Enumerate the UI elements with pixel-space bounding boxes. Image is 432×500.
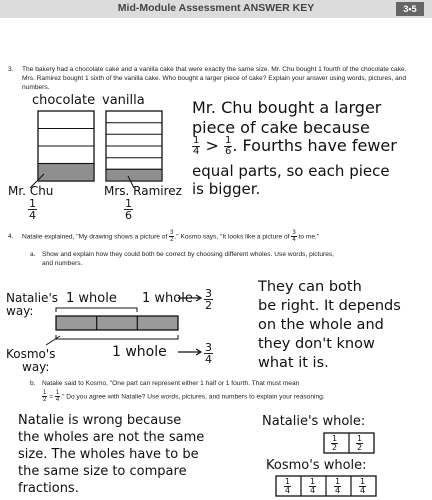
q3-answer-line-5: is bigger. [192,180,261,198]
q4a-prompt: Show and explain how they could both be correct by choosing different wholes. Use words, pictures, and numbers. [42,251,334,267]
kosmo-whole-frac-1: $\frac{1}{4}$ [285,477,291,495]
q3-answer-line-3 [192,136,397,157]
q4a-answer-line-3: on the whole and [258,317,384,333]
natalie-whole-frac-1: $\frac{1}{2}$ [332,434,338,452]
label-vanilla: vanilla [102,93,145,108]
q4b-answer [18,412,204,497]
q4a-answer-line-5: what it is. [258,355,329,371]
natalie-whole-1: 1 whole [66,291,117,306]
q4a-answer-line-2: be right. It depends [258,298,401,314]
q3-answer-line-3-rest: . Fourths have fewer [232,136,397,155]
chocolate-shaded-part [38,164,94,182]
natalie-whole-frac-2: $\frac{1}{2}$ [357,434,363,452]
q4-prompt-part-c: to me." [298,233,320,241]
q4a-answer [258,278,401,373]
kosmo-whole-frac-4: $\frac{1}{4}$ [360,477,366,495]
compare-frac-b: $\frac{1}{6}$ [224,135,232,157]
q4-prompt-part-b: ." Kosmo says, "It looks like a picture of [174,233,290,241]
q4b-prompt-line-2 [42,390,422,403]
q4b-answer-line-3: size. The wholes have to be [18,447,199,462]
q3-number: 3. [8,66,14,73]
kosmo-way-line-1: Kosmo's [6,347,56,361]
q3-answer-line-4: equal parts, so each piece [192,162,390,180]
natalie-way-label [6,292,58,318]
q4b-label: b. [30,380,36,387]
natalie-way-line-1: Natalie's [6,291,58,305]
q4b-equals: = [49,393,54,401]
q4a-answer-line-4: they don't know [258,336,375,352]
natalie-way-line-2: way: [6,304,34,318]
q4-frac-2: $\frac{3}{4}$ [292,230,296,243]
q4b-answer-line-4: the same size to compare [18,464,187,479]
kosmo-way-label [6,348,55,374]
q3-prompt: The bakery had a chocolate cake and a vanilla cake that were exactly the same size. Mr. Chu bought 1 fourth of the chocolate cake. Mrs. Ramirez bought 1 sixth of the vanilla cake. Who bought a larger piece of cake? Explain your answer using words, pictures, and numbers. [22,66,407,91]
q4a-answer-line-1: They can both [258,279,362,295]
vanilla-cake [106,111,162,181]
label-mrs-ramirez: Mrs. Ramirez [104,184,182,198]
page-title: Mid-Module Assessment ANSWER KEY [117,2,315,14]
chocolate-cake [38,111,94,181]
kosmo-whole-frac-3: $\frac{1}{4}$ [335,477,341,495]
q3-answer-line-2: piece of cake because [192,118,370,137]
arrow-fraction-top: $\frac{3}{2}$ [205,287,212,312]
kosmo-whole-label: Kosmo's whole: [266,458,367,473]
fraction-chu: $\frac{1}{4}$ [29,197,36,222]
q4-number: 4. [8,233,14,240]
q4-prompt [22,230,422,243]
q4b-prompt-line-1: Natalie said to Kosmo, "One part can represent either 1 half or 1 fourth. That must mean [42,380,300,387]
compare-symbol: > [205,136,219,155]
module-badge: 3•5 [396,2,424,16]
q3-answer-line-1: Mr. Chu bought a larger [192,98,382,117]
kosmo-whole-frac-2: $\frac{1}{4}$ [310,477,316,495]
fraction-ramirez: $\frac{1}{6}$ [125,197,132,222]
label-chocolate: chocolate [32,93,96,108]
label-mr-chu: Mr. Chu [8,184,54,198]
vanilla-shaded-part [106,169,162,181]
q4b-prompt-part-2: ." Do you agree with Natalie? Use words, pictures, and numbers to explain your reasoning. [60,393,325,401]
q4-frac-1: $\frac{3}{2}$ [170,230,174,243]
q4b-answer-line-2: the wholes are not the same [18,430,205,445]
kosmo-way-line-2: way: [22,360,50,374]
compare-frac-a: $\frac{1}{4}$ [193,135,200,157]
q4b-frac-b: $\frac{1}{4}$ [55,390,60,403]
arrow-fraction-bottom: $\frac{3}{4}$ [205,341,212,366]
q4b-answer-line-1: Natalie is wrong because [18,413,182,428]
kosmo-whole: 1 whole [112,344,167,360]
q4b-frac-a: $\frac{1}{2}$ [43,390,47,403]
kosmo-pointer [46,336,60,345]
natalie-bar [56,308,178,339]
q4-prompt-part-a: Natalie explained, "My drawing shows a picture of [22,233,168,241]
natalie-whole-label: Natalie's whole: [262,414,366,429]
q4a-label: a. [30,251,36,258]
natalie-whole-2: 1 whole [142,291,193,306]
q4b-answer-line-5: fractions. [18,481,79,496]
